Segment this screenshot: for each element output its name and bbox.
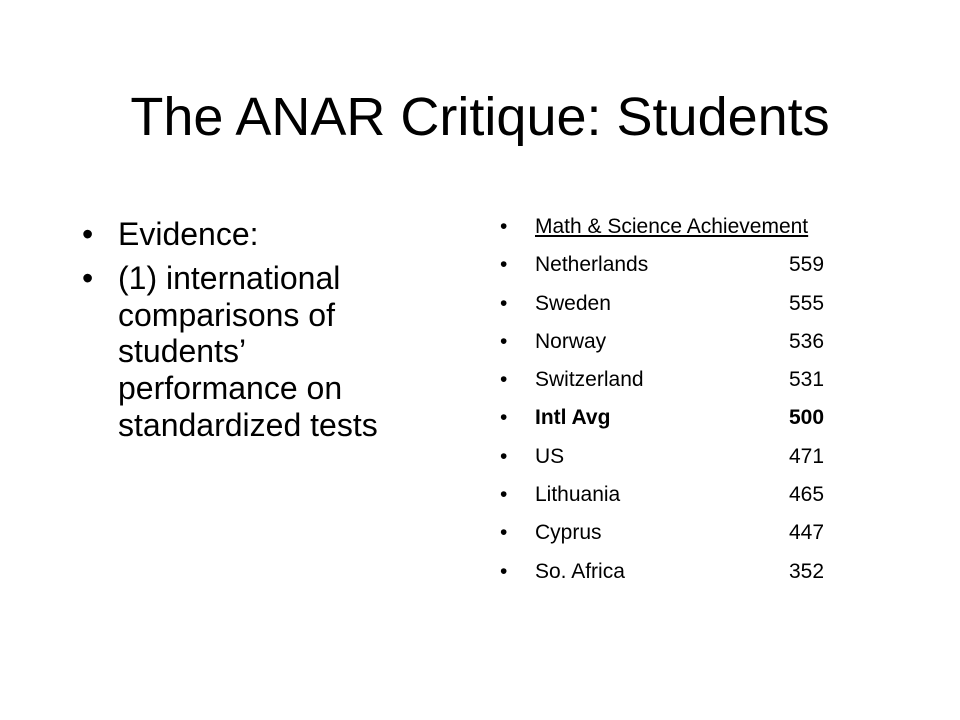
bullet-icon: • — [82, 259, 94, 296]
bullet-icon: • — [500, 406, 508, 430]
bullet-icon: • — [500, 521, 508, 545]
score-row — [500, 444, 880, 482]
country-score: 536 — [789, 329, 825, 353]
slide-title: The ANAR Critique: Students — [130, 87, 830, 147]
bullet-icon: • — [500, 215, 508, 238]
achievement-list — [500, 214, 880, 597]
score-row — [500, 367, 880, 405]
country-score: 559 — [789, 253, 825, 277]
bullet-icon: • — [500, 253, 508, 277]
evidence-list — [82, 216, 422, 451]
country-score: 500 — [789, 406, 825, 430]
country-score: 447 — [789, 521, 825, 545]
score-row — [500, 405, 880, 443]
country-name: Intl Avg — [535, 406, 611, 430]
country-name: So. Africa — [535, 559, 625, 583]
evidence-item — [82, 216, 422, 253]
bullet-icon: • — [500, 483, 508, 507]
country-name: Netherlands — [535, 253, 649, 277]
country-name: Lithuania — [535, 483, 621, 507]
country-name: US — [535, 444, 565, 468]
country-name: Sweden — [535, 291, 611, 315]
country-score: 471 — [789, 444, 825, 468]
evidence-text: (1) international comparisons of students’ performance on standardized tests — [118, 259, 378, 443]
achievement-heading — [500, 214, 880, 252]
bullet-icon: • — [500, 559, 508, 583]
evidence-text: Evidence: — [118, 216, 259, 252]
score-row — [500, 482, 880, 520]
country-name: Norway — [535, 329, 607, 353]
bullet-icon: • — [500, 291, 508, 315]
evidence-item — [82, 260, 422, 444]
bullet-icon: • — [500, 329, 508, 353]
country-score: 352 — [789, 559, 825, 583]
bullet-icon: • — [500, 368, 508, 392]
achievement-heading-text: Math & Science Achievement — [535, 215, 809, 238]
score-row — [500, 559, 880, 597]
score-row — [500, 520, 880, 558]
bullet-icon: • — [82, 216, 94, 252]
country-name: Switzerland — [535, 368, 644, 392]
bullet-icon: • — [500, 444, 508, 468]
score-row — [500, 252, 880, 290]
country-name: Cyprus — [535, 521, 602, 545]
country-score: 555 — [789, 291, 825, 315]
score-row — [500, 291, 880, 329]
country-score: 531 — [789, 368, 825, 392]
score-row — [500, 329, 880, 367]
country-score: 465 — [789, 483, 825, 507]
